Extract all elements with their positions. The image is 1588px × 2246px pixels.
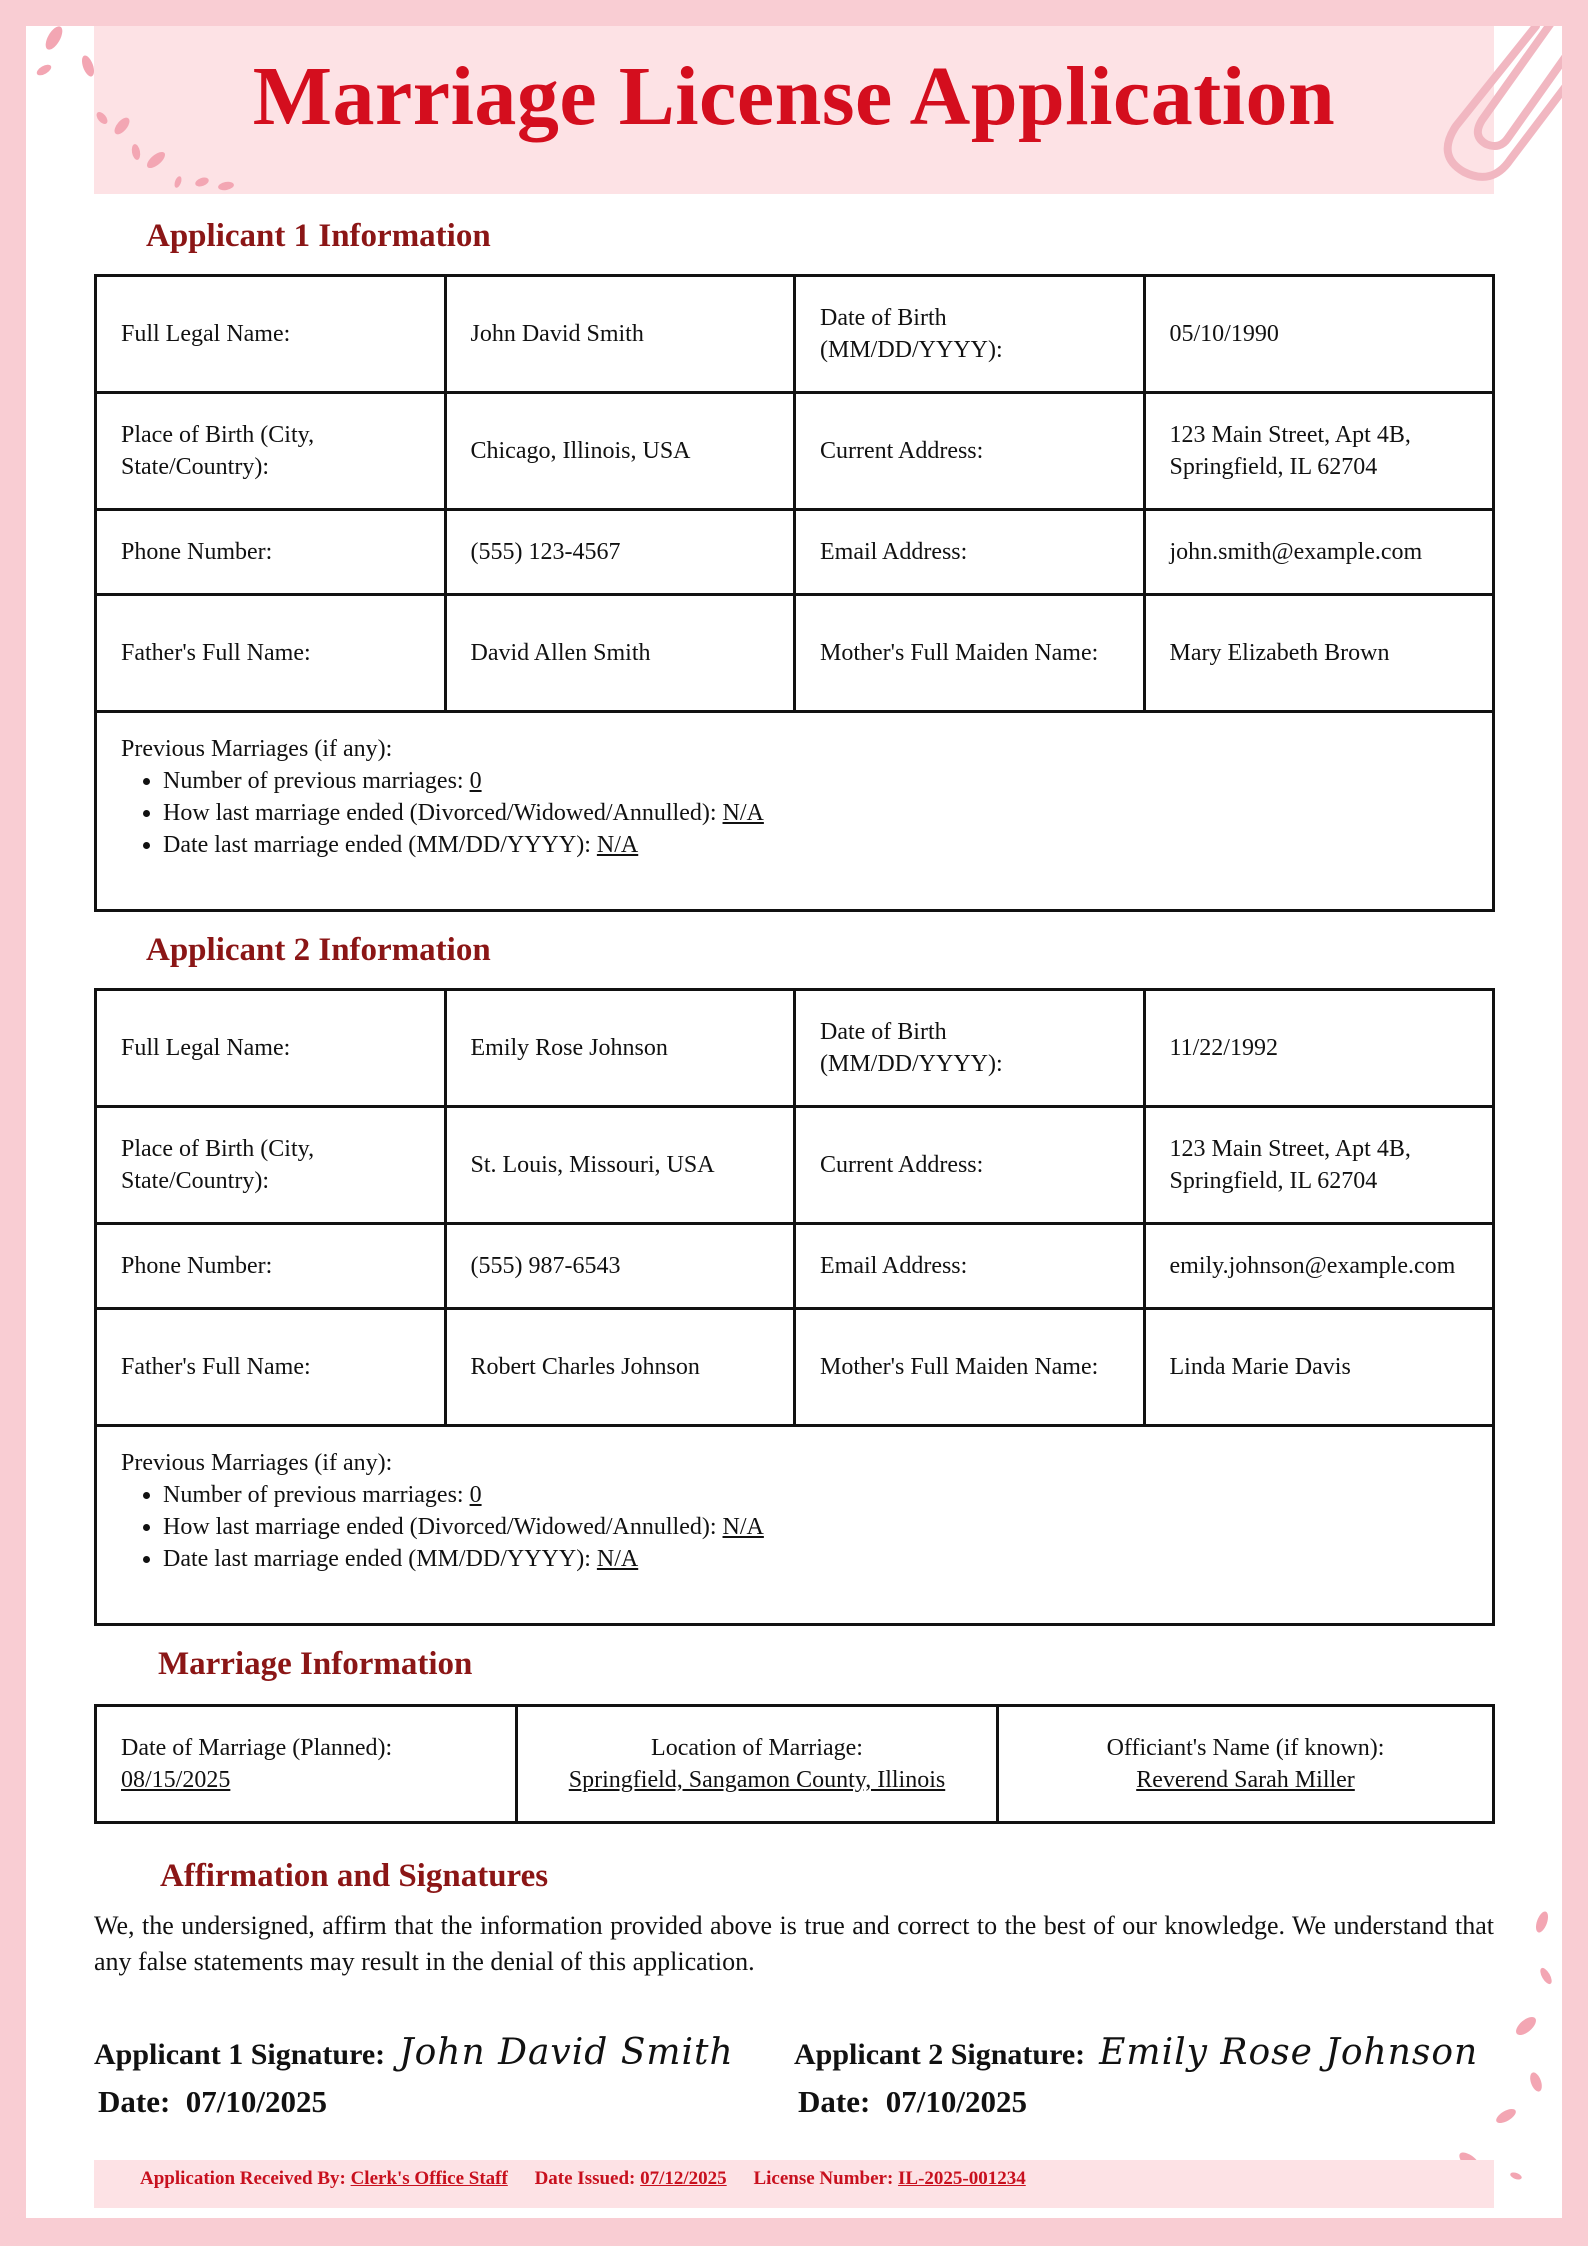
email-label: Email Address: [795,510,1145,595]
table-row [96,510,1494,595]
applicant1-email: john.smith@example.com [1144,510,1494,595]
received-label: Application Received By: [140,2168,346,2189]
list-item [163,797,1468,829]
pob-label: Place of Birth (City, State/Country): [96,393,446,510]
date-label: Date: [98,2084,171,2119]
officiant-cell [998,1706,1494,1823]
applicant2-table [94,988,1495,1626]
applicant1-heading: Applicant 1 Information [146,218,491,254]
applicant1-dob: 05/10/1990 [1144,276,1494,393]
marriage-info-table [94,1704,1495,1824]
applicant1-signature: John David Smith [399,2032,734,2073]
mother-label: Mother's Full Maiden Name: [795,595,1145,712]
signature-label: Applicant 2 Signature: [794,2038,1086,2071]
page-title: Marriage License Application [252,50,1336,143]
list-item [163,1479,1468,1511]
dob-label: Date of Birth (MM/DD/YYYY): [795,276,1145,393]
applicant2-prev-how: N/A [722,1514,764,1540]
prev-how-label: How last marriage ended (Divorced/Widowed/Annulled): [163,1514,723,1540]
dob-label: Date of Birth (MM/DD/YYYY): [795,990,1145,1107]
applicant2-dob: 11/22/1992 [1144,990,1494,1107]
name-label: Full Legal Name: [96,990,446,1107]
officiant-label: Officiant's Name (if known): [1106,1735,1385,1761]
table-row [96,276,1494,393]
affirmation-heading: Affirmation and Signatures [160,1858,549,1894]
marriage-location-cell [517,1706,998,1823]
applicant1-date: 07/10/2025 [185,2084,328,2119]
applicant2-date: 07/10/2025 [885,2084,1028,2119]
applicant2-mother: Linda Marie Davis [1144,1309,1494,1426]
officiant-name: Reverend Sarah Miller [1136,1767,1355,1793]
list-item [163,829,1468,861]
license-label: License Number: [753,2168,894,2189]
applicant2-date-line [798,2084,1027,2120]
applicant2-phone: (555) 987-6543 [445,1224,795,1309]
prev-date-label: Date last marriage ended (MM/DD/YYYY): [163,832,597,858]
applicant1-name: John David Smith [445,276,795,393]
table-row [96,393,1494,510]
prev-date-label: Date last marriage ended (MM/DD/YYYY): [163,1546,597,1572]
applicant2-name: Emily Rose Johnson [445,990,795,1107]
pob-label: Place of Birth (City, State/Country): [96,1107,446,1224]
prev-count-label: Number of previous marriages: [163,1482,470,1508]
marriage-location-label: Location of Marriage: [651,1735,863,1761]
table-row [96,1706,1494,1823]
clerk-footer [140,2168,1026,2190]
marriage-date-cell [96,1706,517,1823]
applicant1-prev-how: N/A [722,800,764,826]
previous-marriages-heading: Previous Marriages (if any): [121,736,393,762]
applicant2-pob: St. Louis, Missouri, USA [445,1107,795,1224]
table-row [96,1426,1494,1625]
address-label: Current Address: [795,1107,1145,1224]
list-item [163,1543,1468,1575]
phone-label: Phone Number: [96,510,446,595]
date-label: Date: [798,2084,871,2119]
table-row [96,1224,1494,1309]
father-label: Father's Full Name: [96,595,446,712]
previous-marriages-list [121,765,1468,861]
applicant2-father: Robert Charles Johnson [445,1309,795,1426]
received-by: Clerk's Office Staff [350,2168,508,2189]
applicant1-table [94,274,1495,912]
affirmation-text: We, the undersigned, affirm that the information provided above is true and correct to the best of our knowledge. We understand that any false statements may result in the denial of this application. [94,1911,1494,1976]
applicant1-father: David Allen Smith [445,595,795,712]
name-label: Full Legal Name: [96,276,446,393]
applicant2-email: emily.johnson@example.com [1144,1224,1494,1309]
prev-how-label: How last marriage ended (Divorced/Widowed/Annulled): [163,800,723,826]
marriage-info-heading: Marriage Information [158,1646,473,1682]
applicant2-address: 123 Main Street, Apt 4B, Springfield, IL 62704 [1144,1107,1494,1224]
list-item [163,765,1468,797]
date-issued: 07/12/2025 [640,2168,727,2189]
issued-label: Date Issued: [534,2168,636,2189]
applicant2-signature-line [794,2032,1478,2073]
license-number: IL-2025-001234 [898,2168,1026,2189]
list-item [163,1511,1468,1543]
father-label: Father's Full Name: [96,1309,446,1426]
marriage-date: 08/15/2025 [121,1767,231,1793]
previous-marriages-list [121,1479,1468,1575]
application-page [26,26,1562,2218]
table-row [96,990,1494,1107]
applicant1-previous-marriages [96,712,1494,911]
applicant1-mother: Mary Elizabeth Brown [1144,595,1494,712]
applicant1-pob: Chicago, Illinois, USA [445,393,795,510]
table-row [96,1309,1494,1426]
signature-label: Applicant 1 Signature: [94,2038,386,2071]
applicant2-heading: Applicant 2 Information [146,932,491,968]
applicant2-previous-marriages [96,1426,1494,1625]
previous-marriages-heading: Previous Marriages (if any): [121,1450,393,1476]
table-row [96,712,1494,911]
applicant1-phone: (555) 123-4567 [445,510,795,595]
address-label: Current Address: [795,393,1145,510]
applicant2-signature: Emily Rose Johnson [1099,2032,1479,2073]
mother-label: Mother's Full Maiden Name: [795,1309,1145,1426]
applicant2-prev-date: N/A [596,1546,639,1572]
applicant1-signature-line [94,2032,734,2073]
applicant1-address: 123 Main Street, Apt 4B, Springfield, IL 62704 [1144,393,1494,510]
phone-label: Phone Number: [96,1224,446,1309]
applicant2-prev-count: 0 [469,1482,482,1508]
applicant1-prev-date: N/A [596,832,639,858]
table-row [96,1107,1494,1224]
prev-count-label: Number of previous marriages: [163,768,470,794]
applicant1-date-line [98,2084,327,2120]
marriage-date-label: Date of Marriage (Planned): [121,1735,393,1761]
applicant1-prev-count: 0 [469,768,482,794]
table-row [96,595,1494,712]
marriage-location: Springfield, Sangamon County, Illinois [568,1767,946,1793]
email-label: Email Address: [795,1224,1145,1309]
